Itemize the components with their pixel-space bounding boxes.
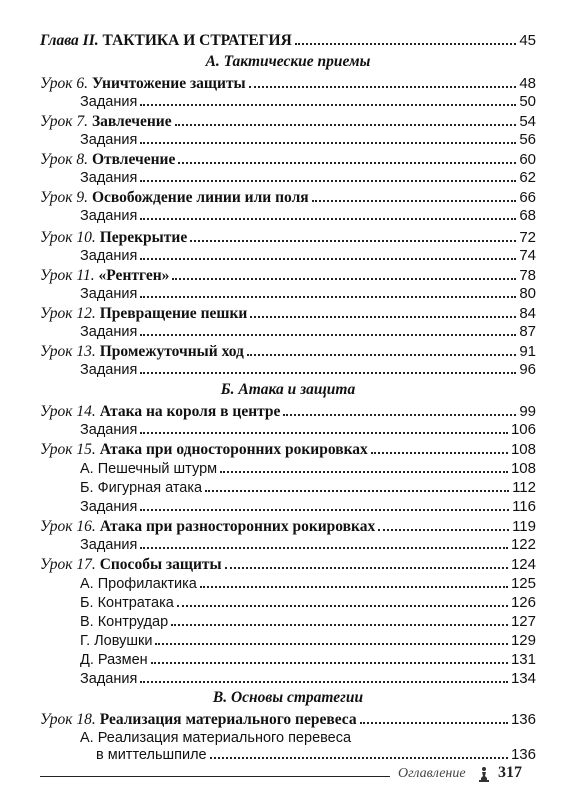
page-number: 66 (519, 189, 536, 206)
chapter-title: ТАКТИКА И СТРАТЕГИЯ (102, 32, 292, 49)
subsection-title: В. Контрудар (80, 614, 169, 630)
dot-leader (140, 258, 516, 260)
footer-section-label: Оглавление (398, 766, 466, 781)
section-heading-b: Б. Атака и защита (220, 381, 356, 398)
lesson-title: Реализация материального перевеса (99, 711, 357, 728)
lesson-title: Отвлечение (91, 151, 176, 168)
toc-lesson-8-tasks[interactable] (80, 168, 536, 188)
page-number: 129 (510, 632, 536, 649)
toc-lesson-11-tasks[interactable] (80, 284, 536, 304)
toc-chapter-entry[interactable] (40, 31, 536, 51)
dot-leader (378, 529, 509, 531)
toc-lesson-17-a[interactable] (80, 574, 536, 594)
dot-leader (312, 200, 517, 202)
dot-leader (205, 490, 509, 492)
toc-lesson-17-d[interactable] (80, 631, 536, 651)
lesson-prefix: Урок 15. (40, 441, 96, 458)
dot-leader (178, 162, 516, 164)
toc-lesson-6[interactable] (40, 74, 536, 94)
dot-leader (360, 722, 508, 724)
dot-leader (172, 278, 516, 280)
dot-leader (371, 452, 508, 454)
lesson-title: Превращение пешки (99, 305, 248, 322)
toc-lesson-14-tasks[interactable] (80, 420, 536, 440)
toc-lesson-17-tasks[interactable] (80, 669, 536, 689)
chapter-prefix: Глава II. (40, 32, 99, 49)
lesson-prefix: Урок 13. (40, 343, 96, 360)
toc-lesson-6-tasks[interactable] (80, 92, 536, 112)
dot-leader (140, 547, 508, 549)
tasks-title: Задания (80, 362, 138, 378)
page-number: 108 (510, 460, 536, 477)
dot-leader (151, 662, 508, 664)
tasks-title: Задания (80, 671, 138, 687)
page-number: 62 (519, 169, 536, 186)
page-number: 106 (510, 421, 536, 438)
toc-lesson-12[interactable] (40, 304, 536, 324)
toc-lesson-17-b[interactable] (80, 593, 536, 613)
toc-lesson-9-tasks[interactable] (80, 206, 536, 226)
page-number: 112 (512, 479, 536, 496)
dot-leader (140, 104, 516, 106)
toc-lesson-15[interactable] (40, 440, 536, 460)
dot-leader (140, 296, 516, 298)
page-number: 136 (510, 711, 536, 728)
dot-leader (295, 43, 517, 45)
lesson-prefix: Урок 11. (40, 267, 95, 284)
dot-leader (190, 240, 516, 242)
toc-lesson-17-e[interactable] (80, 650, 536, 670)
dot-leader (171, 624, 508, 626)
toc-lesson-17-c[interactable] (80, 612, 536, 632)
page-number: 124 (510, 556, 536, 573)
dot-leader (140, 681, 508, 683)
dot-leader (140, 372, 516, 374)
dot-leader (200, 586, 508, 588)
page-number: 127 (510, 613, 536, 630)
toc-lesson-16-tasks[interactable] (80, 535, 536, 555)
dot-leader (140, 334, 516, 336)
lesson-title: Атака на короля в центре (99, 403, 281, 420)
dot-leader (155, 643, 508, 645)
lesson-title: Завлечение (91, 113, 172, 130)
toc-lesson-11[interactable] (40, 266, 536, 286)
page-number: 131 (510, 651, 536, 668)
subsection-title: А. Пешечный штурм (80, 461, 218, 477)
page-number: 50 (519, 93, 536, 110)
footer-rule (40, 776, 390, 777)
dot-leader (249, 86, 517, 88)
page-number: 78 (519, 267, 536, 284)
dot-leader (225, 567, 508, 569)
dot-leader (220, 471, 508, 473)
toc-lesson-14[interactable] (40, 402, 536, 422)
page-number: 136 (510, 746, 536, 763)
toc-lesson-12-tasks[interactable] (80, 322, 536, 342)
lesson-prefix: Урок 12. (40, 305, 96, 322)
tasks-title: Задания (80, 537, 138, 553)
toc-lesson-10[interactable] (40, 228, 536, 248)
lesson-prefix: Урок 8. (40, 151, 89, 168)
lesson-title: Способы защиты (99, 556, 222, 573)
toc-lesson-13-tasks[interactable] (80, 360, 536, 380)
lesson-title: Освобождение линии или поля (91, 189, 309, 206)
lesson-prefix: Урок 6. (40, 75, 89, 92)
tasks-title: Задания (80, 170, 138, 186)
dot-leader (283, 414, 516, 416)
page-number: 74 (519, 247, 536, 264)
chess-piece-icon (476, 766, 492, 782)
toc-lesson-17[interactable] (40, 555, 536, 575)
toc-lesson-13[interactable] (40, 342, 536, 362)
subsection-title: Г. Ловушки (80, 633, 153, 649)
page-number: 96 (519, 361, 536, 378)
section-heading-a: А. Тактические приемы (205, 53, 371, 70)
dot-leader (250, 316, 516, 318)
lesson-prefix: Урок 10. (40, 229, 96, 246)
lesson-prefix: Урок 18. (40, 711, 96, 728)
page-number: 108 (510, 441, 536, 458)
tasks-title: Задания (80, 324, 138, 340)
tasks-title: Задания (80, 286, 138, 302)
dot-leader (140, 432, 508, 434)
section-heading-c: В. Основы стратегии (212, 689, 364, 706)
lesson-prefix: Урок 16. (40, 518, 96, 535)
page-number: 126 (510, 594, 536, 611)
dot-leader (177, 605, 508, 607)
page-number: 45 (519, 32, 536, 49)
subsection-title: Б. Контратака (80, 595, 174, 611)
page-number: 125 (510, 575, 536, 592)
page-number: 60 (519, 151, 536, 168)
page-number: 84 (519, 305, 536, 322)
toc-lesson-9[interactable] (40, 188, 536, 208)
lesson-title: «Рентген» (98, 267, 170, 284)
lesson-title: Перекрытие (99, 229, 188, 246)
page-number: 80 (519, 285, 536, 302)
dot-leader (210, 757, 508, 759)
dot-leader (140, 218, 516, 220)
tasks-title: Задания (80, 422, 138, 438)
lesson-prefix: Урок 9. (40, 189, 89, 206)
lesson-title: Атака при разносторонних рокировках (99, 518, 376, 535)
subsection-title-line1: А. Реализация материального перевеса (80, 730, 352, 746)
toc-lesson-15-b[interactable] (80, 478, 536, 498)
toc-lesson-7-tasks[interactable] (80, 130, 536, 150)
toc-lesson-10-tasks[interactable] (80, 246, 536, 266)
lesson-title: Атака при односторонних рокировках (99, 441, 368, 458)
toc-lesson-7[interactable] (40, 112, 536, 132)
dot-leader (247, 354, 516, 356)
dot-leader (175, 124, 517, 126)
tasks-title: Задания (80, 248, 138, 264)
subsection-title-line2: в миттельшпиле (96, 747, 207, 763)
tasks-title: Задания (80, 94, 138, 110)
page-number: 116 (512, 498, 536, 515)
page-number: 72 (519, 229, 536, 246)
tasks-title: Задания (80, 132, 138, 148)
tasks-title: Задания (80, 208, 138, 224)
dot-leader (140, 180, 516, 182)
dot-leader (140, 509, 509, 511)
page-number: 68 (519, 207, 536, 224)
toc-lesson-15-a[interactable] (80, 459, 536, 479)
page-number: 119 (512, 518, 536, 535)
lesson-prefix: Урок 17. (40, 556, 96, 573)
page-number: 91 (519, 343, 536, 360)
lesson-prefix: Урок 14. (40, 403, 96, 420)
toc-lesson-15-tasks[interactable] (80, 497, 536, 517)
toc-lesson-18[interactable] (40, 710, 536, 730)
lesson-title: Промежуточный ход (99, 343, 244, 360)
tasks-title: Задания (80, 499, 138, 515)
lesson-title: Уничтожение защиты (91, 75, 246, 92)
dot-leader (140, 142, 516, 144)
toc-lesson-8[interactable] (40, 150, 536, 170)
page-number: 56 (519, 131, 536, 148)
subsection-title: Б. Фигурная атака (80, 480, 203, 496)
subsection-title: А. Профилактика (80, 576, 197, 592)
page-number: 48 (519, 75, 536, 92)
page-number: 54 (519, 113, 536, 130)
page-number: 134 (510, 670, 536, 687)
toc-lesson-18-a[interactable] (96, 745, 536, 765)
page-number: 87 (519, 323, 536, 340)
footer-page-number: 317 (498, 764, 522, 781)
lesson-prefix: Урок 7. (40, 113, 89, 130)
page-number: 122 (510, 536, 536, 553)
page-number: 99 (519, 403, 536, 420)
subsection-title: Д. Размен (80, 652, 148, 668)
toc-lesson-16[interactable] (40, 517, 536, 537)
